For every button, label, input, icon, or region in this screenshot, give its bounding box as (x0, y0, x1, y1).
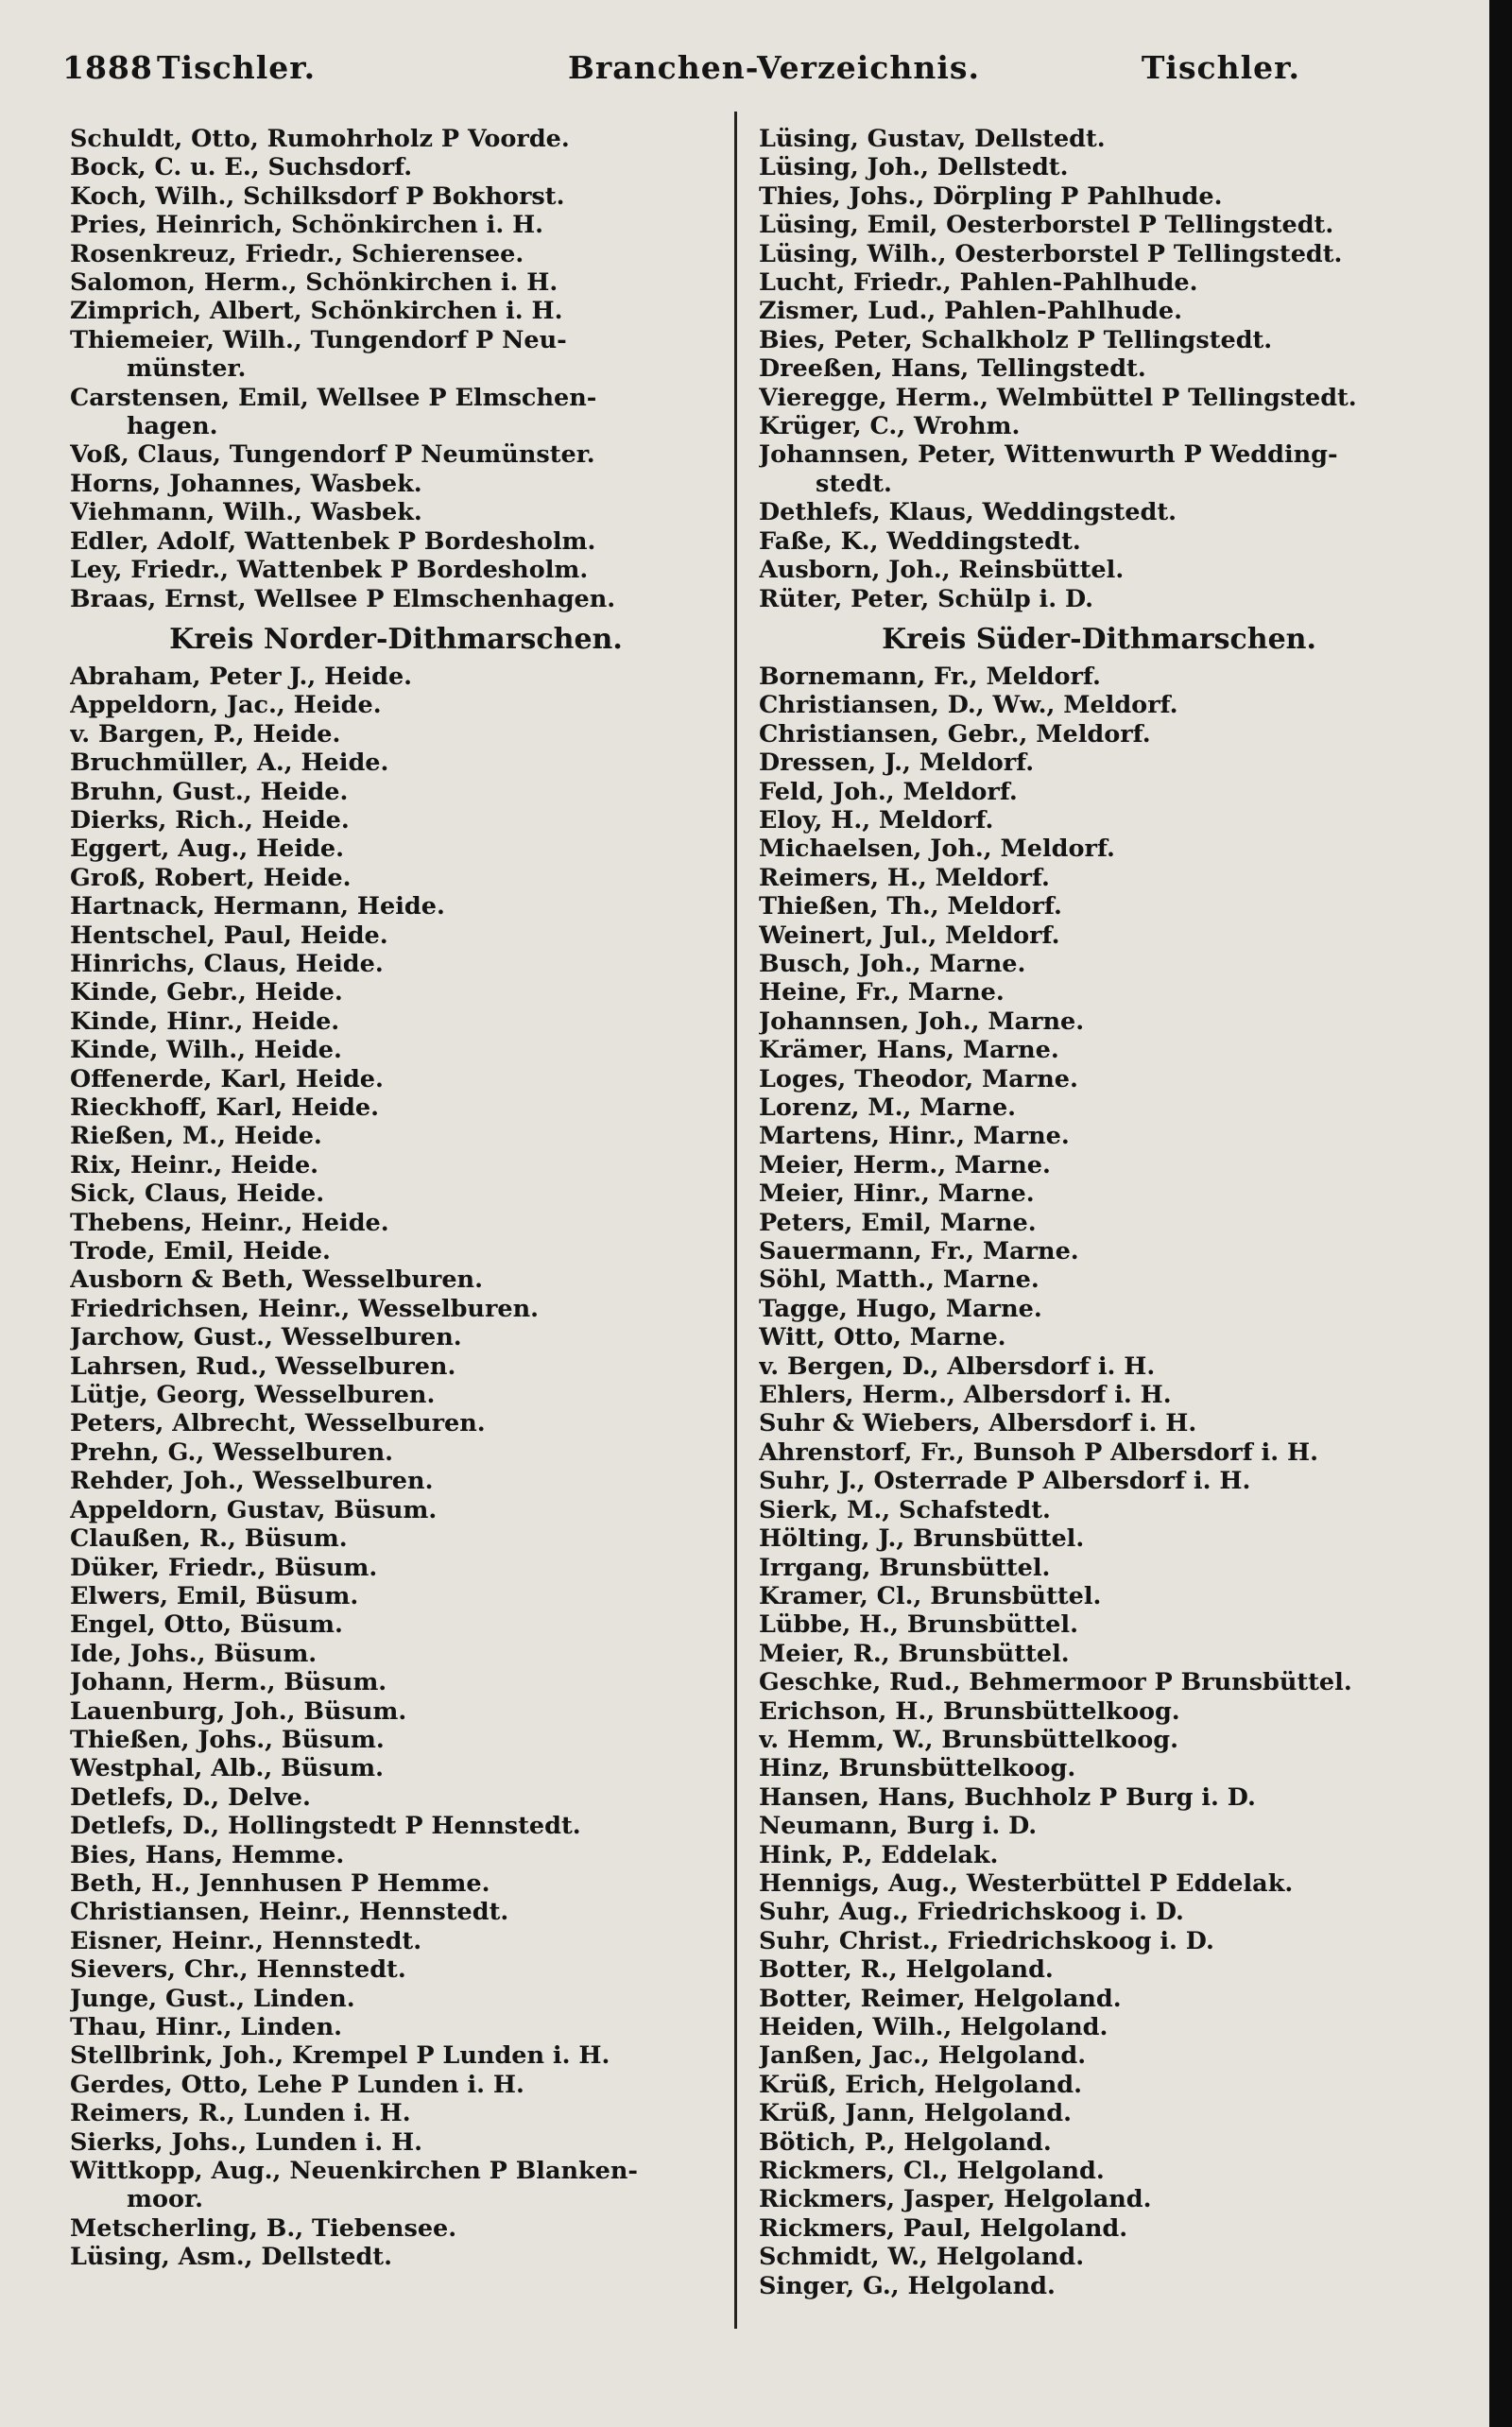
directory-entry: Lorenz, M., Marne. (759, 1093, 1017, 1122)
directory-entry: Vieregge, Herm., Welmbüttel P Tellingstedt. (759, 383, 1357, 412)
directory-entry: Weinert, Jul., Meldorf. (759, 921, 1060, 950)
directory-entry: Sierks, Johs., Lunden i. H. (70, 2127, 423, 2157)
directory-entry: Hentschel, Paul, Heide. (70, 921, 388, 950)
directory-entry: Meier, Hinr., Marne. (759, 1179, 1035, 1209)
directory-entry: Peters, Emil, Marne. (759, 1208, 1037, 1237)
right-column (759, 125, 1439, 2300)
section-heading-norder-dithmarschen: Kreis Norder-Dithmarschen. (169, 622, 623, 656)
directory-entry: Zimprich, Albert, Schönkirchen i. H. (70, 297, 563, 326)
directory-entry: Kinde, Hinr., Heide. (70, 1007, 340, 1036)
directory-entry: Koch, Wilh., Schilksdorf P Bokhorst. (70, 181, 565, 211)
directory-entry: Krämer, Hans, Marne. (759, 1036, 1059, 1065)
directory-entry: Westphal, Alb., Büsum. (70, 1754, 385, 1783)
directory-entry: Rix, Heinr., Heide. (70, 1150, 319, 1179)
directory-entry: Suhr, Aug., Friedrichskoog i. D. (759, 1898, 1184, 1927)
directory-entry: Rehder, Joh., Wesselburen. (70, 1467, 434, 1496)
directory-entry: Tagge, Hugo, Marne. (759, 1294, 1042, 1323)
directory-entry: Geschke, Rud., Behmermoor P Brunsbüttel. (759, 1668, 1352, 1697)
right-section-entries (759, 663, 1439, 2300)
directory-entry: Kinde, Wilh., Heide. (70, 1036, 342, 1065)
directory-entry: Groß, Robert, Heide. (70, 863, 352, 892)
directory-entry: Lüsing, Joh., Dellstedt. (759, 153, 1069, 182)
column-divider (734, 112, 737, 2329)
directory-entry: Eggert, Aug., Heide. (70, 835, 345, 864)
directory-entry: Suhr & Wiebers, Albersdorf i. H. (759, 1409, 1197, 1438)
directory-entry: Heine, Fr., Marne. (759, 978, 1005, 1007)
directory-entry: Johannsen, Joh., Marne. (759, 1007, 1085, 1036)
trade-heading-left: Tischler. (157, 49, 317, 86)
directory-entry: v. Bergen, D., Albersdorf i. H. (759, 1351, 1156, 1381)
directory-entry: Thebens, Heinr., Heide. (70, 1208, 389, 1237)
directory-entry: Appeldorn, Jac., Heide. (70, 691, 382, 720)
page-edge-shadow (1489, 0, 1512, 2427)
directory-entry: Voß, Claus, Tungendorf P Neumünster. (70, 440, 595, 470)
directory-entry: Kramer, Cl., Brunsbüttel. (759, 1581, 1102, 1610)
directory-entry: Salomon, Herm., Schönkirchen i. H. (70, 268, 558, 298)
directory-entry: Thiemeier, Wilh., Tungendorf P Neu- münster. (70, 325, 567, 384)
directory-entry: Heiden, Wilh., Helgoland. (759, 2013, 1108, 2041)
directory-entry: Dressen, J., Meldorf. (759, 749, 1035, 778)
directory-entry: Sauermann, Fr., Marne. (759, 1237, 1079, 1266)
directory-entry: Hartnack, Hermann, Heide. (70, 892, 445, 921)
directory-entry: Sierk, M., Schafstedt. (759, 1495, 1051, 1524)
directory-entry: Erichson, H., Brunsbüttelkoog. (759, 1696, 1180, 1726)
directory-entry: Metscherling, B., Tiebensee. (70, 2213, 457, 2243)
directory-entry: Christiansen, Gebr., Meldorf. (759, 719, 1151, 749)
directory-entry: Martens, Hinr., Marne. (759, 1122, 1070, 1151)
directory-entry: Reimers, R., Lunden i. H. (70, 2099, 411, 2128)
directory-entry: Christiansen, Heinr., Hennstedt. (70, 1898, 509, 1927)
directory-entry: Lauenburg, Joh., Büsum. (70, 1696, 407, 1726)
directory-entry: Feld, Joh., Meldorf. (759, 777, 1018, 806)
directory-entry: Thießen, Th., Meldorf. (759, 892, 1062, 921)
directory-entry: Rickmers, Paul, Helgoland. (759, 2213, 1128, 2243)
directory-entry: Eisner, Heinr., Hennstedt. (70, 1926, 422, 1955)
directory-entry: Wittkopp, Aug., Neuenkirchen P Blanken- moor. (70, 2157, 639, 2214)
directory-entry: Sievers, Chr., Hennstedt. (70, 1955, 406, 1985)
directory-entry: Thießen, Johs., Büsum. (70, 1725, 385, 1754)
directory-entry: Carstensen, Emil, Wellsee P Elmschen- hagen. (70, 383, 597, 441)
directory-entry: Sick, Claus, Heide. (70, 1179, 325, 1209)
directory-entry: Edler, Adolf, Wattenbek P Bordesholm. (70, 526, 596, 556)
directory-entry: Kinde, Gebr., Heide. (70, 978, 343, 1007)
directory-entry: Abraham, Peter J., Heide. (70, 662, 413, 691)
directory-entry: Junge, Gust., Linden. (70, 1984, 355, 2013)
directory-entry: Beth, H., Jennhusen P Hemme. (70, 1868, 490, 1898)
directory-entry: Rüter, Peter, Schülp i. D. (759, 584, 1094, 613)
directory-entry: Bies, Peter, Schalkholz P Tellingstedt. (759, 325, 1273, 354)
directory-entry: Stellbrink, Joh., Krempel P Lunden i. H. (70, 2041, 610, 2071)
directory-entry: Hinrichs, Claus, Heide. (70, 949, 384, 978)
directory-entry: Ehlers, Herm., Albersdorf i. H. (759, 1381, 1172, 1410)
page-title: Branchen-Verzeichnis. (568, 49, 980, 86)
directory-entry: v. Bargen, P., Heide. (70, 719, 341, 749)
directory-entry: Offenerde, Karl, Heide. (70, 1064, 384, 1093)
directory-entry: Rickmers, Jasper, Helgoland. (759, 2185, 1152, 2214)
directory-entry: Suhr, Christ., Friedrichskoog i. D. (759, 1926, 1214, 1955)
directory-entry: Thau, Hinr., Linden. (70, 2013, 343, 2041)
directory-entry: Faße, K., Weddingstedt. (759, 526, 1081, 556)
directory-entry: Bock, C. u. E., Suchsdorf. (70, 153, 413, 182)
directory-entry: Lüsing, Wilh., Oesterborstel P Tellingstedt. (759, 239, 1343, 268)
directory-entry: Busch, Joh., Marne. (759, 949, 1026, 978)
directory-entry: Lüsing, Emil, Oesterborstel P Tellingstedt. (759, 211, 1334, 240)
directory-entry: Detlefs, D., Delve. (70, 1782, 311, 1812)
directory-entry: Dethlefs, Klaus, Weddingstedt. (759, 498, 1177, 527)
directory-entry: Horns, Johannes, Wasbek. (70, 469, 422, 498)
directory-entry: Lucht, Friedr., Pahlen-Pahlhude. (759, 268, 1198, 298)
trade-heading-right: Tischler. (1141, 49, 1300, 86)
directory-entry: Ahrenstorf, Fr., Bunsoh P Albersdorf i. H. (759, 1437, 1318, 1467)
right-top-entries (759, 125, 1439, 613)
directory-entry: Düker, Friedr., Büsum. (70, 1553, 378, 1582)
directory-entry: Zismer, Lud., Pahlen-Pahlhude. (759, 297, 1182, 326)
directory-entry: Christiansen, D., Ww., Meldorf. (759, 691, 1178, 720)
directory-entry: Bies, Hans, Hemme. (70, 1840, 345, 1869)
directory-entry: Söhl, Matth., Marne. (759, 1265, 1040, 1295)
directory-entry: Meier, R., Brunsbüttel. (759, 1639, 1070, 1668)
directory-entry: Bötich, P., Helgoland. (759, 2127, 1052, 2157)
directory-entry: Viehmann, Wilh., Wasbek. (70, 498, 422, 527)
left-section-entries (70, 663, 722, 2272)
directory-entry: Dreeßen, Hans, Tellingstedt. (759, 354, 1146, 384)
directory-entry: Michaelsen, Joh., Meldorf. (759, 835, 1115, 864)
page-number: 1888 (62, 49, 153, 86)
page-header (62, 49, 1300, 96)
directory-entry: Bruhn, Gust., Heide. (70, 777, 349, 806)
directory-entry: Bornemann, Fr., Meldorf. (759, 662, 1101, 691)
directory-entry: Hölting, J., Brunsbüttel. (759, 1524, 1085, 1554)
directory-entry: Ausborn & Beth, Wesselburen. (70, 1265, 483, 1295)
directory-entry: Eloy, H., Meldorf. (759, 805, 994, 835)
directory-entry: Johann, Herm., Büsum. (70, 1668, 387, 1697)
directory-entry: Gerdes, Otto, Lehe P Lunden i. H. (70, 2070, 524, 2099)
directory-entry: Johannsen, Peter, Wittenwurth P Wedding- stedt. (759, 440, 1338, 498)
directory-entry: Jarchow, Gust., Wesselburen. (70, 1323, 462, 1352)
directory-entry: Hink, P., Eddelak. (759, 1840, 999, 1869)
directory-entry: Detlefs, D., Hollingstedt P Hennstedt. (70, 1812, 581, 1841)
directory-entry: Hinz, Brunsbüttelkoog. (759, 1754, 1076, 1783)
directory-entry: Trode, Emil, Heide. (70, 1237, 331, 1266)
directory-entry: Hansen, Hans, Buchholz P Burg i. D. (759, 1782, 1256, 1812)
directory-entry: Peters, Albrecht, Wesselburen. (70, 1409, 486, 1438)
directory-entry: Loges, Theodor, Marne. (759, 1064, 1078, 1093)
directory-entry: Thies, Johs., Dörpling P Pahlhude. (759, 181, 1223, 211)
directory-entry: Pries, Heinrich, Schönkirchen i. H. (70, 211, 544, 240)
directory-entry: Elwers, Emil, Büsum. (70, 1581, 359, 1610)
directory-entry: Neumann, Burg i. D. (759, 1812, 1038, 1841)
directory-entry: Ide, Johs., Büsum. (70, 1639, 318, 1668)
directory-entry: Friedrichsen, Heinr., Wesselburen. (70, 1294, 540, 1323)
directory-entry: Janßen, Jac., Helgoland. (759, 2041, 1087, 2071)
directory-entry: Reimers, H., Meldorf. (759, 863, 1050, 892)
directory-entry: Krüger, C., Wrohm. (759, 412, 1021, 441)
directory-entry: Krüß, Jann, Helgoland. (759, 2099, 1072, 2128)
directory-entry: Botter, Reimer, Helgoland. (759, 1984, 1122, 2013)
directory-entry: Rießen, M., Heide. (70, 1122, 322, 1151)
directory-entry: Lahrsen, Rud., Wesselburen. (70, 1351, 456, 1381)
directory-entry: Botter, R., Helgoland. (759, 1955, 1054, 1985)
directory-entry: Lüsing, Asm., Dellstedt. (70, 2243, 392, 2272)
directory-entry: Lütje, Georg, Wesselburen. (70, 1381, 436, 1410)
directory-entry: Witt, Otto, Marne. (759, 1323, 1006, 1352)
directory-entry: Meier, Herm., Marne. (759, 1150, 1051, 1179)
directory-entry: Claußen, R., Büsum. (70, 1524, 348, 1554)
directory-entry: Suhr, J., Osterrade P Albersdorf i. H. (759, 1467, 1251, 1496)
directory-entry: Rickmers, Cl., Helgoland. (759, 2157, 1105, 2186)
section-heading-sueder-dithmarschen: Kreis Süder-Dithmarschen. (882, 622, 1316, 656)
directory-entry: Rieckhoff, Karl, Heide. (70, 1093, 380, 1122)
directory-entry: Dierks, Rich., Heide. (70, 805, 350, 835)
directory-entry: Prehn, G., Wesselburen. (70, 1437, 394, 1467)
directory-entry: Ausborn, Joh., Reinsbüttel. (759, 556, 1125, 585)
directory-entry: Schmidt, W., Helgoland. (759, 2243, 1085, 2272)
directory-entry: Braas, Ernst, Wellsee P Elmschenhagen. (70, 584, 616, 613)
directory-entry: Ley, Friedr., Wattenbek P Bordesholm. (70, 556, 589, 585)
directory-entry: Engel, Otto, Büsum. (70, 1610, 343, 1640)
directory-entry: Schuldt, Otto, Rumohrholz P Voorde. (70, 125, 570, 153)
directory-entry: Hennigs, Aug., Westerbüttel P Eddelak. (759, 1868, 1294, 1898)
left-top-entries (70, 125, 722, 613)
directory-entry: Bruchmüller, A., Heide. (70, 749, 389, 778)
directory-entry: v. Hemm, W., Brunsbüttelkoog. (759, 1725, 1178, 1754)
left-column (70, 125, 722, 2272)
directory-entry: Appeldorn, Gustav, Büsum. (70, 1495, 438, 1524)
directory-entry: Lübbe, H., Brunsbüttel. (759, 1610, 1078, 1640)
directory-entry: Rosenkreuz, Friedr., Schierensee. (70, 239, 524, 268)
directory-entry: Singer, G., Helgoland. (759, 2271, 1056, 2300)
directory-entry: Krüß, Erich, Helgoland. (759, 2070, 1082, 2099)
directory-entry: Lüsing, Gustav, Dellstedt. (759, 125, 1106, 153)
directory-entry: Irrgang, Brunsbüttel. (759, 1553, 1051, 1582)
